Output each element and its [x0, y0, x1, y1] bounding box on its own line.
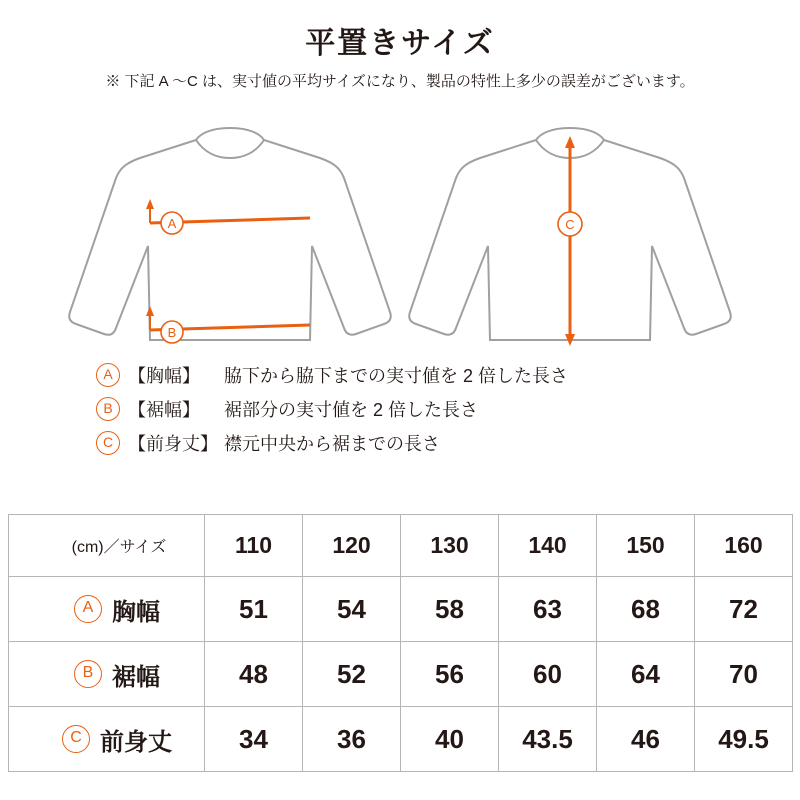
length-120: 36: [303, 707, 401, 772]
length-140: 43.5: [499, 707, 597, 772]
legend-badge-b: B: [96, 397, 120, 421]
garment-diagrams: [0, 106, 800, 356]
row-label-hem: [9, 642, 205, 707]
length-130: 40: [401, 707, 499, 772]
measurement-note: ※ 下記 A 〜C は、実寸値の平均サイズになり、製品の特性上多少の誤差がございます。: [105, 73, 695, 90]
hem-150: 64: [597, 642, 695, 707]
table-header-row: [9, 515, 793, 577]
legend-key-a: 【胸幅】: [128, 366, 200, 386]
hem-badge-b: B: [167, 325, 177, 340]
hem-140: 60: [499, 642, 597, 707]
row-label-length: [9, 707, 205, 772]
row-badge-b: B: [74, 660, 102, 688]
table-size-120: 120: [303, 515, 401, 577]
hem-130: 56: [401, 642, 499, 707]
table-row: [9, 642, 793, 707]
table-size-140: 140: [499, 515, 597, 577]
legend-key-b: 【裾幅】: [128, 400, 200, 420]
row-name-chest: 胸幅: [112, 598, 160, 626]
row-badge-c: C: [62, 725, 90, 753]
legend-desc-c: 襟元中央から裾までの長さ: [224, 434, 440, 454]
length-150: 46: [597, 707, 695, 772]
table-row: [9, 577, 793, 642]
chest-110: 51: [205, 577, 303, 642]
chest-160: 72: [695, 577, 793, 642]
row-badge-a: A: [74, 595, 102, 623]
left-garment-outline: [69, 128, 391, 340]
table-size-110: 110: [205, 515, 303, 577]
row-label-chest: [9, 577, 205, 642]
length-160: 49.5: [695, 707, 793, 772]
body-length-dimension: [558, 136, 582, 346]
table-size-150: 150: [597, 515, 695, 577]
garment-diagram-svg: [0, 106, 800, 356]
legend: [96, 358, 756, 460]
legend-badge-a: A: [96, 363, 120, 387]
chest-130: 58: [401, 577, 499, 642]
length-badge-c: C: [565, 217, 575, 232]
chest-120: 54: [303, 577, 401, 642]
size-table: [8, 514, 793, 772]
table-size-160: 160: [695, 515, 793, 577]
legend-item-b: [96, 392, 756, 426]
table-row: [9, 707, 793, 772]
legend-item-a: [96, 358, 756, 392]
hem-110: 48: [205, 642, 303, 707]
legend-desc-b: 裾部分の実寸値を 2 倍した長さ: [224, 400, 479, 420]
table-corner-label: (cm)／サイズ: [9, 515, 205, 577]
legend-desc-a: 脇下から脇下までの実寸値を 2 倍した長さ: [224, 366, 569, 386]
row-name-length: 前身丈: [100, 728, 172, 756]
hem-160: 70: [695, 642, 793, 707]
chest-140: 63: [499, 577, 597, 642]
chest-badge-a: A: [167, 216, 177, 231]
legend-badge-c: C: [96, 431, 120, 455]
legend-item-c: [96, 426, 756, 460]
chest-150: 68: [597, 577, 695, 642]
table-size-130: 130: [401, 515, 499, 577]
row-name-hem: 裾幅: [112, 663, 160, 691]
page-title: 平置きサイズ: [305, 27, 495, 60]
hem-120: 52: [303, 642, 401, 707]
length-110: 34: [205, 707, 303, 772]
hem-width-dimension: [146, 306, 310, 343]
legend-key-c: 【前身丈】: [128, 434, 218, 454]
chest-width-dimension: [146, 199, 310, 234]
